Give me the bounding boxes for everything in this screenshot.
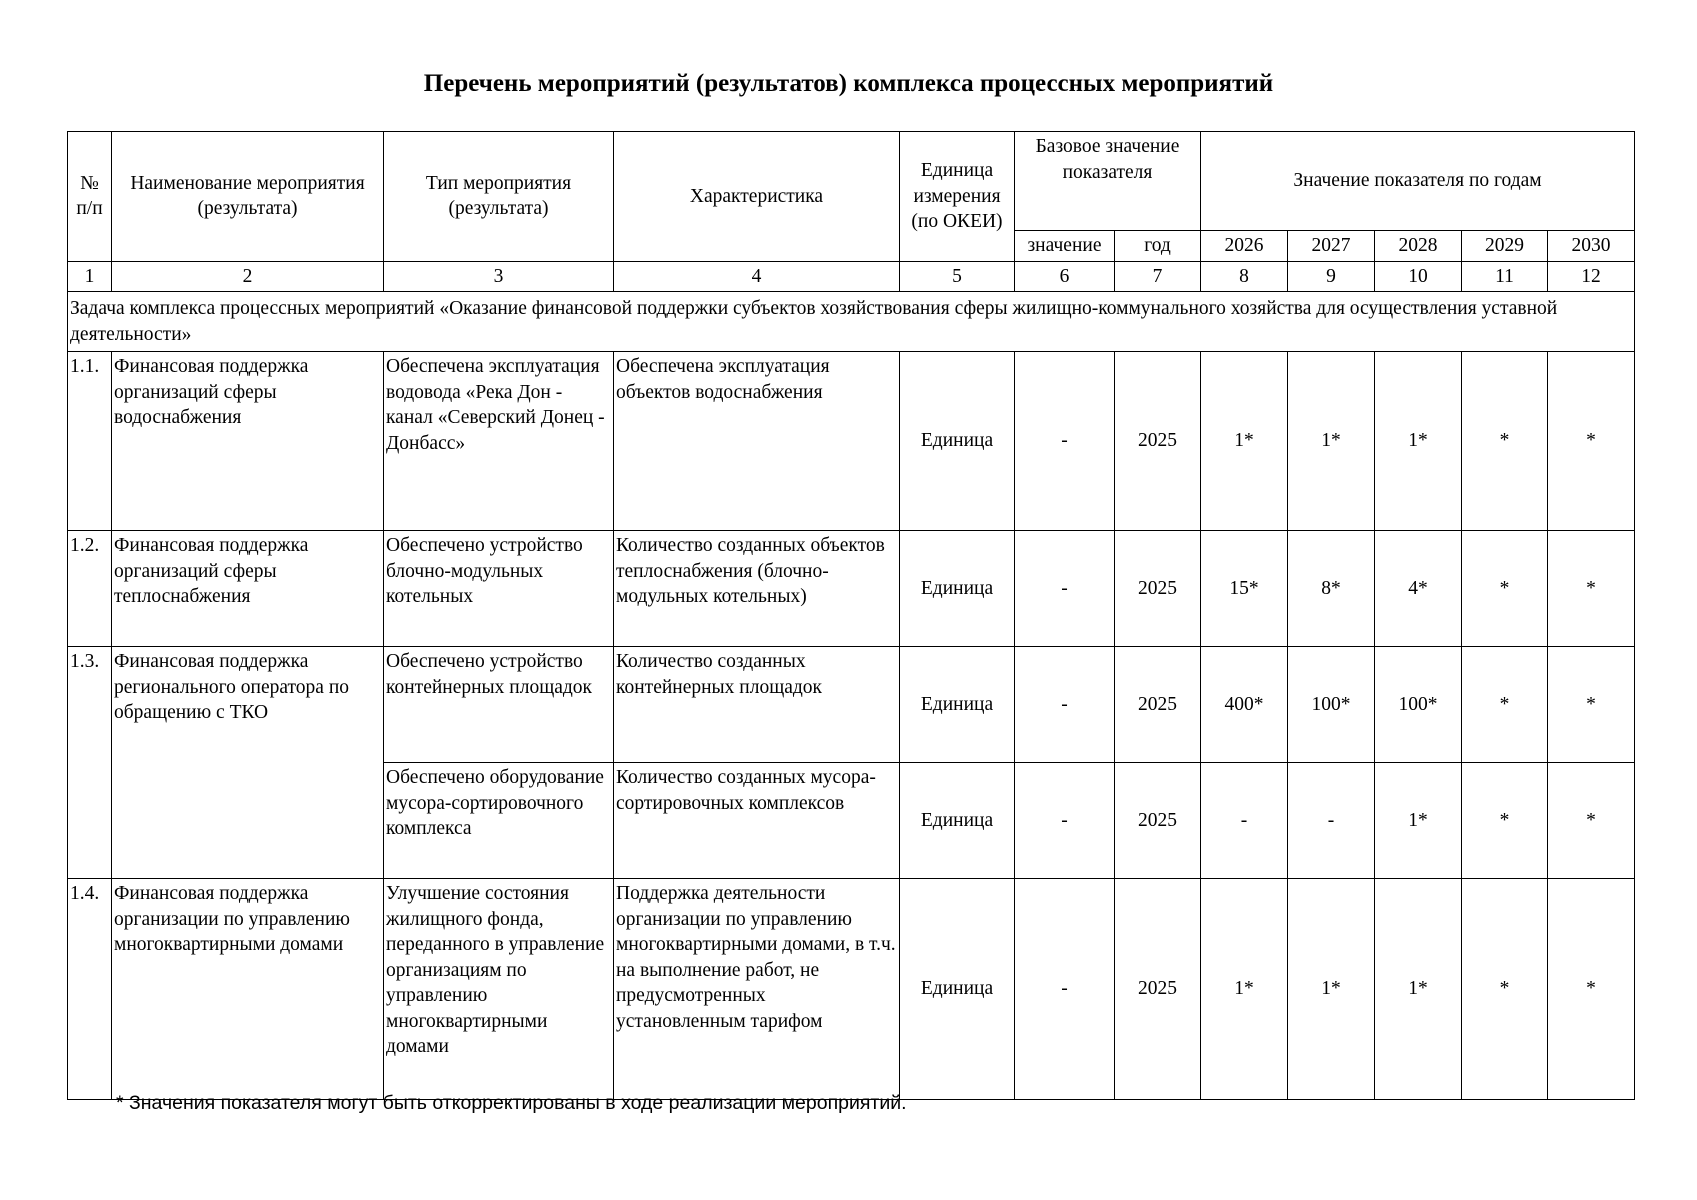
row-num: 1.1. [68, 352, 112, 531]
header-characteristic: Характеристика [614, 132, 900, 262]
header-unit: Единица измерения (по ОКЕИ) [900, 132, 1015, 262]
row-base-value: - [1015, 879, 1115, 1100]
row-num: 1.4. [68, 879, 112, 1100]
row-year-value: 1* [1375, 763, 1462, 879]
row-characteristic: Обеспечена эксплуатация объектов водоснабжения [614, 352, 900, 531]
header-by-years: Значение показателя по годам [1201, 132, 1635, 231]
header-base: Базовое значение показателя [1015, 132, 1201, 231]
row-type: Обеспечена эксплуатация водовода «Река Дон - канал «Северский Донец - Донбасс» [384, 352, 614, 531]
page-title: Перечень мероприятий (результатов) комплекса процессных мероприятий [423, 70, 1274, 97]
table-row [68, 879, 1635, 1100]
header-year: 2030 [1548, 231, 1635, 262]
row-year-value: 1* [1375, 879, 1462, 1100]
header-num: № п/п [68, 132, 112, 262]
row-year-value: 1* [1201, 352, 1288, 531]
column-number: 9 [1288, 261, 1375, 292]
row-base-year: 2025 [1115, 531, 1201, 647]
row-num: 1.3. [68, 647, 112, 879]
row-base-year: 2025 [1115, 352, 1201, 531]
row-name: Финансовая поддержка регионального оператора по обращению с ТКО [112, 647, 384, 879]
header-name: Наименование мероприятия (результата) [112, 132, 384, 262]
row-year-value: 15* [1201, 531, 1288, 647]
header-base-value: значение [1015, 231, 1115, 262]
row-year-value: 100* [1288, 647, 1375, 763]
row-year-value: - [1288, 763, 1375, 879]
row-unit: Единица [900, 647, 1015, 763]
table-row [68, 531, 1635, 647]
row-year-value: * [1462, 879, 1548, 1100]
row-year-value: * [1548, 647, 1635, 763]
row-year-value: 1* [1375, 352, 1462, 531]
row-name: Финансовая поддержка организации по управлению многоквартирными домами [112, 879, 384, 1100]
row-characteristic: Количество созданных мусора-сортировочных комплексов [614, 763, 900, 879]
column-number: 11 [1462, 261, 1548, 292]
row-base-value: - [1015, 352, 1115, 531]
column-number: 2 [112, 261, 384, 292]
row-name: Финансовая поддержка организаций сферы водоснабжения [112, 352, 384, 531]
row-base-year: 2025 [1115, 879, 1201, 1100]
table-row [68, 352, 1635, 531]
header-year: 2029 [1462, 231, 1548, 262]
measures-table [67, 131, 1635, 1100]
row-year-value: * [1462, 531, 1548, 647]
column-number: 12 [1548, 261, 1635, 292]
row-unit: Единица [900, 352, 1015, 531]
row-year-value: 1* [1288, 352, 1375, 531]
footnote: * Значения показателя могут быть откорректированы в ходе реализации мероприятий. [116, 1092, 907, 1114]
row-unit: Единица [900, 531, 1015, 647]
task-text: Задача комплекса процессных мероприятий «Оказание финансовой поддержки субъектов хозяйствования сферы жилищно-коммунального хозяйства для осуществления уставной деятельности» [68, 292, 1635, 352]
row-year-value: * [1462, 647, 1548, 763]
row-type: Обеспечено устройство контейнерных площадок [384, 647, 614, 763]
header-type: Тип мероприятия (результата) [384, 132, 614, 262]
row-year-value: 1* [1201, 879, 1288, 1100]
row-year-value: * [1548, 763, 1635, 879]
task-row [68, 292, 1635, 352]
row-year-value: - [1201, 763, 1288, 879]
row-year-value: * [1462, 763, 1548, 879]
header-year: 2028 [1375, 231, 1462, 262]
row-characteristic: Количество созданных объектов теплоснабжения (блочно-модульных котельных) [614, 531, 900, 647]
row-name: Финансовая поддержка организаций сферы теплоснабжения [112, 531, 384, 647]
row-base-value: - [1015, 647, 1115, 763]
header-base-year: год [1115, 231, 1201, 262]
row-year-value: 8* [1288, 531, 1375, 647]
row-year-value: 100* [1375, 647, 1462, 763]
column-number: 4 [614, 261, 900, 292]
row-base-value: - [1015, 763, 1115, 879]
row-type: Обеспечено устройство блочно-модульных котельных [384, 531, 614, 647]
table-row [68, 647, 1635, 763]
row-base-year: 2025 [1115, 763, 1201, 879]
row-year-value: * [1548, 531, 1635, 647]
row-unit: Единица [900, 763, 1015, 879]
row-type: Улучшение состояния жилищного фонда, переданного в управление организациям по управлению многоквартирными домами [384, 879, 614, 1100]
column-number: 1 [68, 261, 112, 292]
row-unit: Единица [900, 879, 1015, 1100]
column-number: 3 [384, 261, 614, 292]
row-year-value: * [1462, 352, 1548, 531]
row-year-value: 1* [1288, 879, 1375, 1100]
column-numbers-row [68, 261, 1635, 292]
column-number: 7 [1115, 261, 1201, 292]
row-characteristic: Количество созданных контейнерных площадок [614, 647, 900, 763]
header-year: 2026 [1201, 231, 1288, 262]
row-year-value: 4* [1375, 531, 1462, 647]
row-year-value: 400* [1201, 647, 1288, 763]
row-base-year: 2025 [1115, 647, 1201, 763]
column-number: 8 [1201, 261, 1288, 292]
row-type: Обеспечено оборудование мусора-сортировочного комплекса [384, 763, 614, 879]
row-num: 1.2. [68, 531, 112, 647]
row-year-value: * [1548, 879, 1635, 1100]
column-number: 6 [1015, 261, 1115, 292]
column-number: 10 [1375, 261, 1462, 292]
row-year-value: * [1548, 352, 1635, 531]
row-characteristic: Поддержка деятельности организации по управлению многоквартирными домами, в т.ч. на выполнение работ, не предусмотренных установленным тарифом [614, 879, 900, 1100]
row-base-value: - [1015, 531, 1115, 647]
column-number: 5 [900, 261, 1015, 292]
header-year: 2027 [1288, 231, 1375, 262]
